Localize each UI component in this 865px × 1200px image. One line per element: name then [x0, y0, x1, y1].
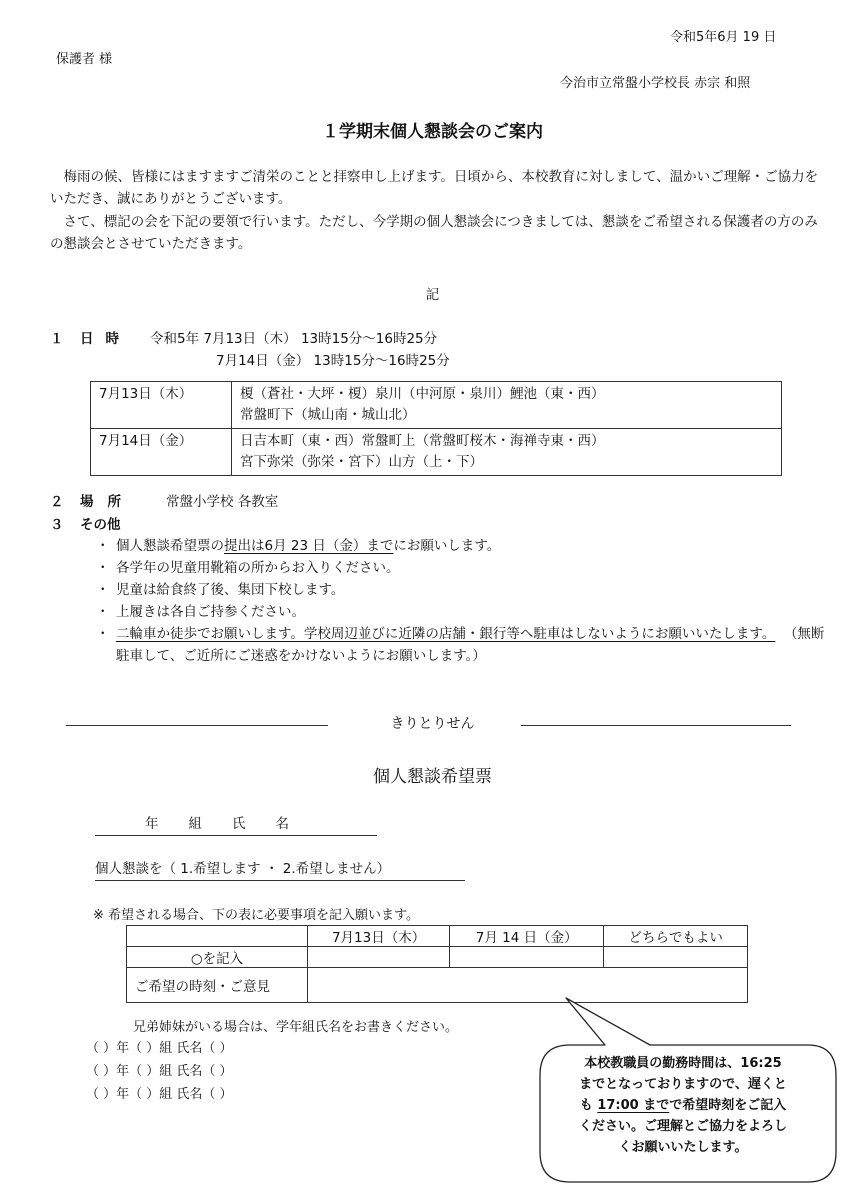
- cut-line-label: きりとりせん: [390, 716, 475, 732]
- schedule-date: 7月13日（木）: [91, 382, 232, 429]
- form-title: 個人懇談希望票: [373, 767, 492, 787]
- section-number: ２: [50, 494, 64, 510]
- datetime-line-1: 令和5年 7月13日（木） 13時15分～16時25分: [150, 331, 438, 347]
- intro-paragraph-2: さて、標記の会を下記の要領で行います。ただし、今学期の個人懇談会につきましては、懇談をご希望される保護者の方のみの懇談会とさせていただきます。: [50, 214, 818, 252]
- note-text: 各学年の児童用靴箱の所からお入りください。: [116, 560, 400, 576]
- section-label: その他: [80, 517, 121, 533]
- row-label: ご希望の時刻・ご意見: [127, 968, 308, 1003]
- datetime-line-2: 7月14日（金） 13時15分～16時25分: [216, 353, 450, 369]
- consultation-choice[interactable]: 個人懇談を（ 1.希望します ・ 2.希望しません）: [95, 857, 465, 881]
- bullet: ・: [96, 560, 110, 576]
- callout-fragment: で希望時刻をご記入: [669, 1098, 787, 1113]
- note-text: （無断駐車して、ご近所にご迷惑をかけないようにお願いします。）: [116, 626, 825, 664]
- sibling-entry[interactable]: （ ）年（ ）組 氏名（ ）: [86, 1087, 233, 1102]
- document-title: １学期末個人懇談会のご案内: [322, 122, 543, 142]
- bullet: ・: [96, 626, 110, 642]
- bullet: ・: [96, 538, 110, 554]
- sibling-entry[interactable]: （ ）年（ ）組 氏名（ ）: [86, 1064, 233, 1079]
- callout-text: [548, 1053, 818, 1158]
- section-number: １: [50, 331, 64, 347]
- note-text: にお願いします。: [393, 538, 501, 554]
- schedule-date: 7月14日（金）: [91, 429, 232, 476]
- siblings-note: 兄弟姉妹がいる場合は、学年組氏名をお書きください。: [133, 1020, 459, 1035]
- intro-paragraph-1: 梅雨の候、皆様にはますますご清栄のことと拝察申し上げます。日頃から、本校教育に対しまして、温かいご理解・ご協力をいただき、誠にありがとうございます。: [50, 169, 819, 207]
- callout-line: 本校教職員の勤務時間は、16:25: [584, 1056, 782, 1071]
- callout-line: くお願いいたします。: [618, 1140, 748, 1155]
- document-date: 令和5年6月 19 日: [670, 30, 777, 45]
- place-value: 常盤小学校 各教室: [166, 494, 279, 510]
- schedule-area-line: 日吉本町（東・西）常盤町上（常盤町桜木・海禅寺東・西）: [240, 433, 605, 449]
- sibling-entry[interactable]: （ ）年（ ）組 氏名（ ）: [86, 1041, 233, 1056]
- form-note: ※ 希望される場合、下の表に必要事項を記入願います。: [93, 908, 419, 923]
- table-header: どちらでもよい: [604, 926, 748, 947]
- schedule-area-line: 榎（蒼社・大坪・榎）泉川（中河原・泉川）鯉池（東・西）: [240, 386, 605, 402]
- note-text: 児童は給食終了後、集団下校します。: [116, 582, 345, 598]
- time-limit: 17:00 まで: [597, 1098, 670, 1113]
- parking-notice: 二輪車か徒歩でお願いします。学校周辺並びに近隣の店舗・銀行等へ駐車はしないようにお願いいたします。: [116, 626, 776, 642]
- schedule-area-line: 宮下弥栄（弥栄・宮下）山方（上・下）: [240, 454, 483, 470]
- note-text: 上履きは各自ご持参ください。: [116, 604, 305, 620]
- callout-line: [548, 1095, 818, 1116]
- bullet: ・: [96, 582, 110, 598]
- row-label: ○を記入: [127, 947, 308, 968]
- callout-fragment: も: [579, 1098, 598, 1113]
- deadline-text: 提出は6月 23 日（金）まで: [224, 538, 394, 554]
- sender: 今治市立常盤小学校長 赤宗 和照: [560, 76, 751, 91]
- note-text: 個人懇談希望票の: [116, 538, 224, 554]
- schedule-area-line: 常盤町下（城山南・城山北）: [240, 407, 416, 423]
- section-label: 日時: [80, 331, 131, 347]
- table-header: 7月 14 日（金）: [450, 926, 604, 947]
- callout-line: ください。ご理解とご協力をよろし: [578, 1119, 787, 1134]
- name-field-label: 年組氏名: [145, 816, 319, 832]
- recipient: 保護者 様: [56, 52, 113, 67]
- bullet: ・: [96, 604, 110, 620]
- callout-line: までとなっておりますので、遅くと: [579, 1077, 787, 1092]
- section-number: ３: [50, 517, 64, 533]
- ki-heading: 記: [425, 287, 440, 303]
- table-header: 7月13日（木）: [308, 926, 450, 947]
- section-label: 場所: [80, 494, 135, 510]
